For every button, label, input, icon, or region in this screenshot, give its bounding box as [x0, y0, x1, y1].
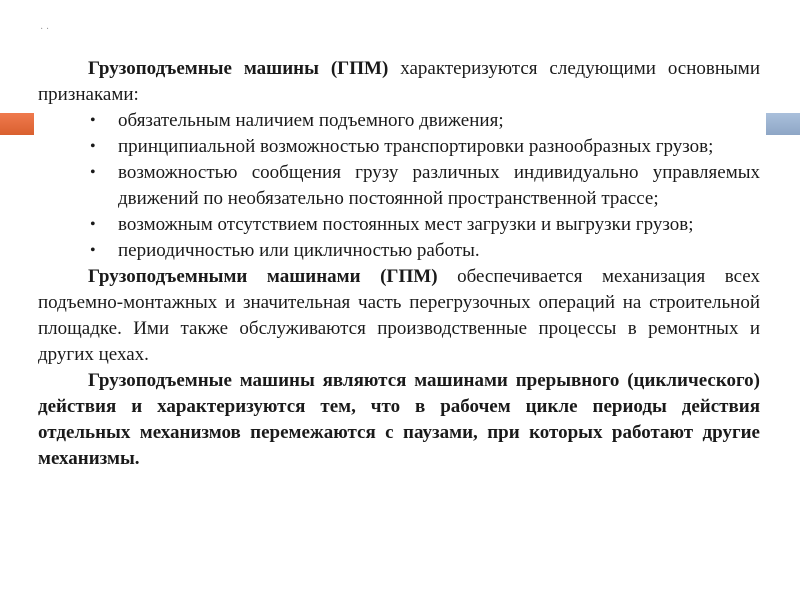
- list-item-text: принципиальной возможностью транспортировки разнообразных грузов;: [118, 136, 714, 157]
- mechanization-text: обеспечивается механизация всех подъемно-монтажных и значительная часть перегрузочных операций на строительной площадке. Ими также обслуживаются производственные процессы в ремонтных и других цехах.: [38, 266, 760, 365]
- cyclic-text: Грузоподъемные машины являются машинами прерывного (циклического) действия и характеризуются тем, что в рабочем цикле периоды действия отдельных механизмов перемежаются с паузами, при которых работают другие механизмы.: [38, 370, 760, 469]
- list-item: [90, 160, 760, 212]
- paragraph-mechanization: [38, 264, 760, 368]
- mechanization-term: Грузоподъемными машинами (ГПМ): [88, 266, 438, 287]
- paragraph-intro: [38, 56, 760, 108]
- list-item: [90, 134, 760, 160]
- features-list: [38, 108, 760, 264]
- left-accent-bar: [0, 113, 34, 135]
- corner-mark: · ·: [40, 24, 50, 35]
- right-accent-bar: [766, 113, 800, 135]
- bullet-icon: •: [90, 112, 96, 129]
- intro-text: характеризуются следующими основными признаками:: [38, 58, 760, 105]
- paragraph-cyclic: [38, 368, 760, 472]
- list-item-text: возможным отсутствием постоянных мест загрузки и выгрузки грузов;: [118, 214, 694, 235]
- document-body: [38, 56, 760, 472]
- bullet-icon: •: [90, 242, 96, 259]
- bullet-icon: •: [90, 216, 96, 233]
- list-item-text: обязательным наличием подъемного движения;: [118, 110, 504, 131]
- bullet-icon: •: [90, 138, 96, 155]
- list-item: [90, 108, 760, 134]
- list-item: [90, 212, 760, 238]
- list-item-text: периодичностью или цикличностью работы.: [118, 240, 480, 261]
- intro-term: Грузоподъемные машины (ГПМ): [88, 58, 389, 79]
- bullet-icon: •: [90, 164, 96, 181]
- list-item: [90, 238, 760, 264]
- list-item-text: возможностью сообщения грузу различных индивидуально управляемых движений по необязательно постоянной пространственной трассе;: [118, 162, 760, 209]
